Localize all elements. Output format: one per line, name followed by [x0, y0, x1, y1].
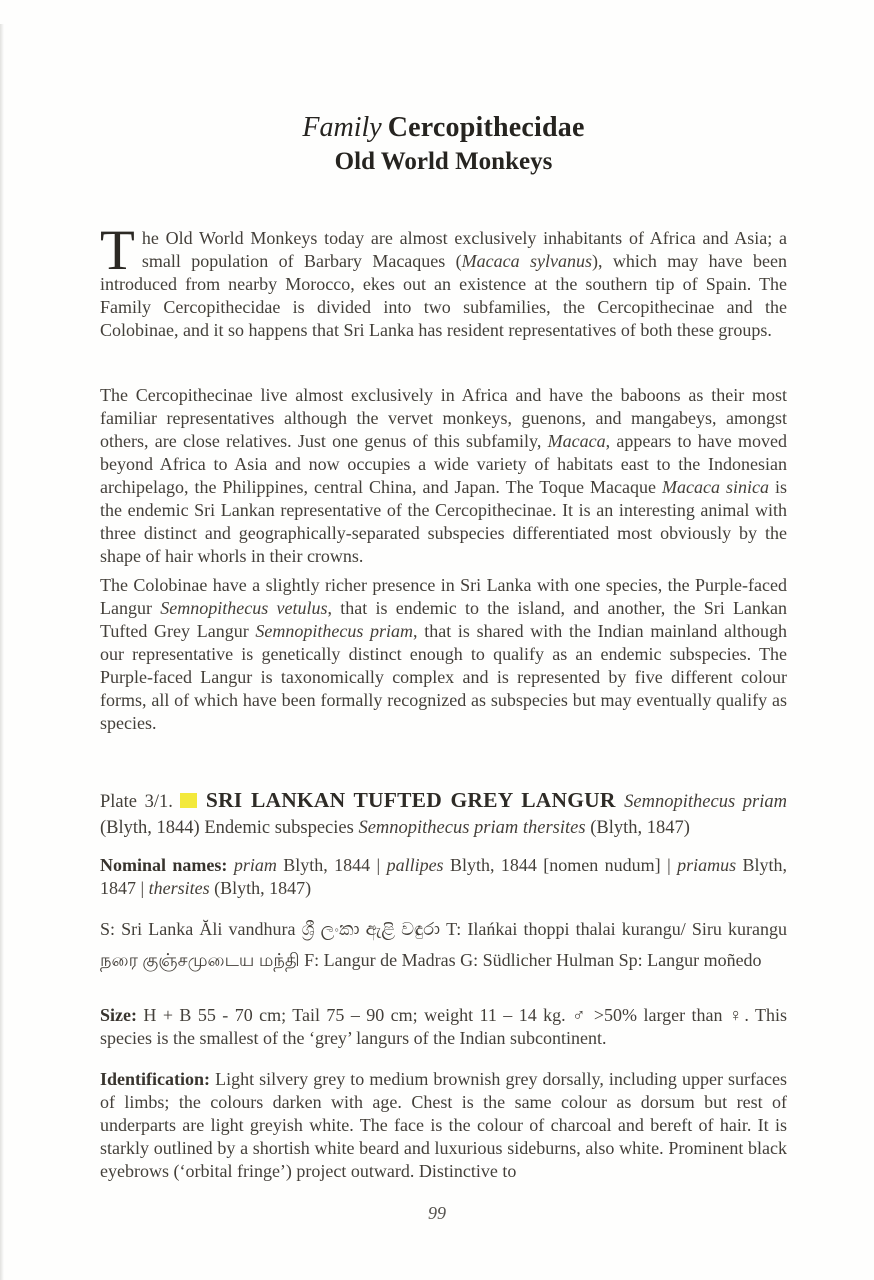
plate-heading-text: Plate 3/1. SRI LANKAN TUFTED GREY LANGUR Semnopithecus priam (Blyth, 1844) Endemic subspecies Semnopithecus priam thersites (Blyth, 1847) [100, 788, 787, 838]
chapter-title [100, 112, 787, 176]
intro-paragraph-2 [100, 384, 787, 568]
size-text: Size: H + B 55 - 70 cm; Tail 75 – 90 cm; weight 11 – 14 kg. ♂ >50% larger than ♀. This species is the smallest of the ‘grey’ langurs of the Indian subcontinent. [100, 1005, 787, 1048]
nominal-names-text: Nominal names: priam Blyth, 1844 | pallipes Blyth, 1844 [nomen nudum] | priamus Blyth, 1847 | thersites (Blyth, 1847) [100, 855, 788, 898]
intro-paragraph-1-text: he Old World Monkeys today are almost exclusively inhabitants of Africa and Asia; a small population of Barbary Macaques (Macaca sylvanus), which may have been introduced from nearby Morocco, ekes out an existence at the southern tip of Spain. The Family Cercopithecidae is divided into two subfamilies, the Cercopithecinae and the Colobinae, and it so happens that Sri Lanka has resident representatives of both these groups. [100, 228, 787, 340]
family-title-line [100, 112, 787, 144]
common-names-text: S: Sri Lanka Ăli vandhura ශ්‍රී ලංකා ඇළි වඳුරා T: Ilańkai thoppi thalai kurangu/ Siru kurangu நரை குஞ்சமுடைய மந்தி F: Langur de Madras G: Südlicher Hulman Sp: Langur moñedo [100, 919, 787, 970]
dropcap-letter: T [100, 219, 135, 282]
identification-section [100, 1068, 787, 1183]
size-section [100, 1004, 787, 1050]
family-label: Family [302, 112, 382, 143]
nominal-names-section [100, 854, 787, 900]
family-name: Cercopithecidae [387, 112, 585, 143]
intro-paragraph-2-text: The Cercopithecinae live almost exclusively in Africa and have the baboons as their most familiar representatives although the vervet monkeys, guenons, and mangabeys, amongst others, are close relatives. Just one genus of this subfamily, Macaca, appears to have moved beyond Africa to Asia and now occupies a wide variety of habitats east to the Indonesian archipelago, the Philippines, central China, and Japan. The Toque Macaque Macaca sinica is the endemic Sri Lankan representative of the Cercopithecinae. It is an interesting animal with three distinct and geographically-separated subspecies differentiated most obviously by the shape of hair whorls in their crowns. [100, 385, 788, 566]
common-names-section [100, 914, 787, 976]
plate-heading [100, 787, 787, 841]
chapter-subtitle: Old World Monkeys [334, 148, 553, 175]
page-number: 99 [428, 1203, 446, 1223]
plate-color-swatch-icon [180, 793, 197, 808]
intro-paragraph-1 [100, 219, 787, 342]
page-scan-edge [0, 24, 4, 1280]
intro-paragraph-3 [100, 574, 787, 735]
intro-paragraph-3-text: The Colobinae have a slightly richer presence in Sri Lanka with one species, the Purple-faced Langur Semnopithecus vetulus, that is endemic to the island, and another, the Sri Lankan Tufted Grey Langur Semnopithecus priam, that is shared with the Indian mainland although our representative is genetically distinct enough to qualify as an endemic subspecies. The Purple-faced Langur is taxonomically complex and is represented by five different colour forms, all of which have been formally recognized as subspecies but may eventually qualify as species. [100, 575, 787, 733]
identification-text: Identification: Light silvery grey to medium brownish grey dorsally, including upper surfaces of limbs; the colours darken with age. Chest is the same colour as dorsum but rest of underparts are light greyish white. The face is the colour of charcoal and bereft of hair. It is starkly outlined by a shortish white beard and luxurious sideburns, also white. Prominent black eyebrows (‘orbital fringe’) project outward. Distinctive to [100, 1069, 787, 1181]
